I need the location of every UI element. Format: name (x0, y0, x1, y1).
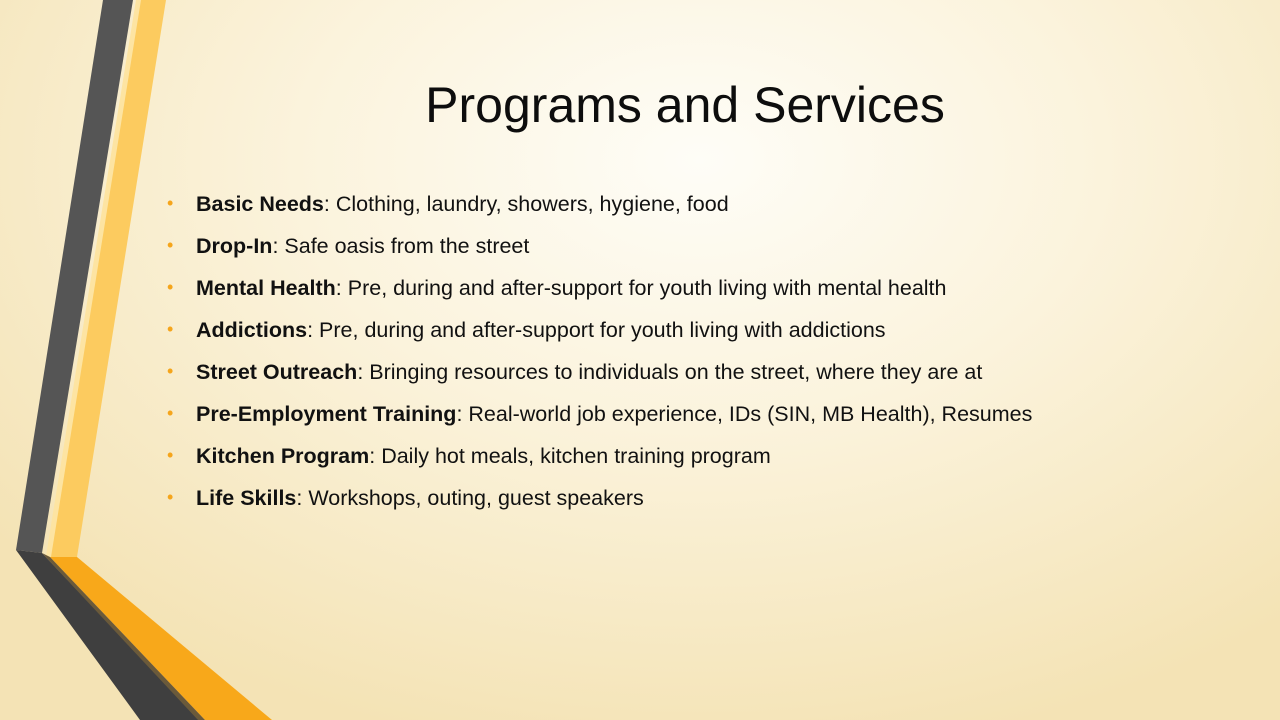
bullet-term: Basic Needs (196, 192, 324, 216)
list-item (162, 438, 1252, 480)
bullet-separator: : (272, 234, 285, 258)
bullet-separator: : (307, 318, 320, 342)
list-item (162, 270, 1252, 312)
bullet-description: Workshops, outing, guest speakers (308, 486, 644, 510)
bullet-term: Life Skills (196, 486, 297, 510)
list-item (162, 396, 1252, 438)
bullet-term: Addictions (196, 318, 308, 342)
bullet-description: Pre, during and after-support for youth living with mental health (347, 276, 947, 300)
dark-stripe-lower (16, 550, 200, 720)
bullet-description: Daily hot meals, kitchen training program (381, 444, 771, 468)
bullet-separator: : (456, 402, 469, 426)
bullet-dot-icon: • (167, 403, 174, 423)
bullet-separator: : (369, 444, 382, 468)
bullet-term: Mental Health (196, 276, 336, 300)
bullet-term: Kitchen Program (196, 444, 370, 468)
bullet-dot-icon: • (167, 445, 174, 465)
list-item (162, 186, 1252, 228)
bullet-separator: : (323, 192, 336, 216)
bullet-term: Street Outreach (196, 360, 358, 384)
bullet-dot-icon: • (167, 487, 174, 507)
bullet-dot-icon: • (167, 235, 174, 255)
bullet-term: Pre-Employment Training (196, 402, 457, 426)
bullet-separator: : (296, 486, 309, 510)
list-item (162, 480, 1252, 522)
list-item (162, 312, 1252, 354)
bullet-description: Clothing, laundry, showers, hygiene, food (335, 192, 729, 216)
list-item (162, 228, 1252, 270)
bullet-description: Safe oasis from the street (284, 234, 530, 258)
bullet-list (162, 186, 1252, 522)
bullet-dot-icon: • (167, 277, 174, 297)
bullet-separator: : (357, 360, 370, 384)
slide-title: Programs and Services (425, 77, 945, 133)
bullet-description: Pre, during and after-support for youth living with addictions (319, 318, 886, 342)
bullet-description: Real-world job experience, IDs (SIN, MB Health), Resumes (468, 402, 1033, 426)
bullet-dot-icon: • (167, 193, 174, 213)
bullet-dot-icon: • (167, 361, 174, 381)
bullet-term: Drop-In (196, 234, 273, 258)
bullet-separator: : (335, 276, 348, 300)
bullet-description: Bringing resources to individuals on the street, where they are at (369, 360, 983, 384)
bullet-dot-icon: • (167, 319, 174, 339)
list-item (162, 354, 1252, 396)
